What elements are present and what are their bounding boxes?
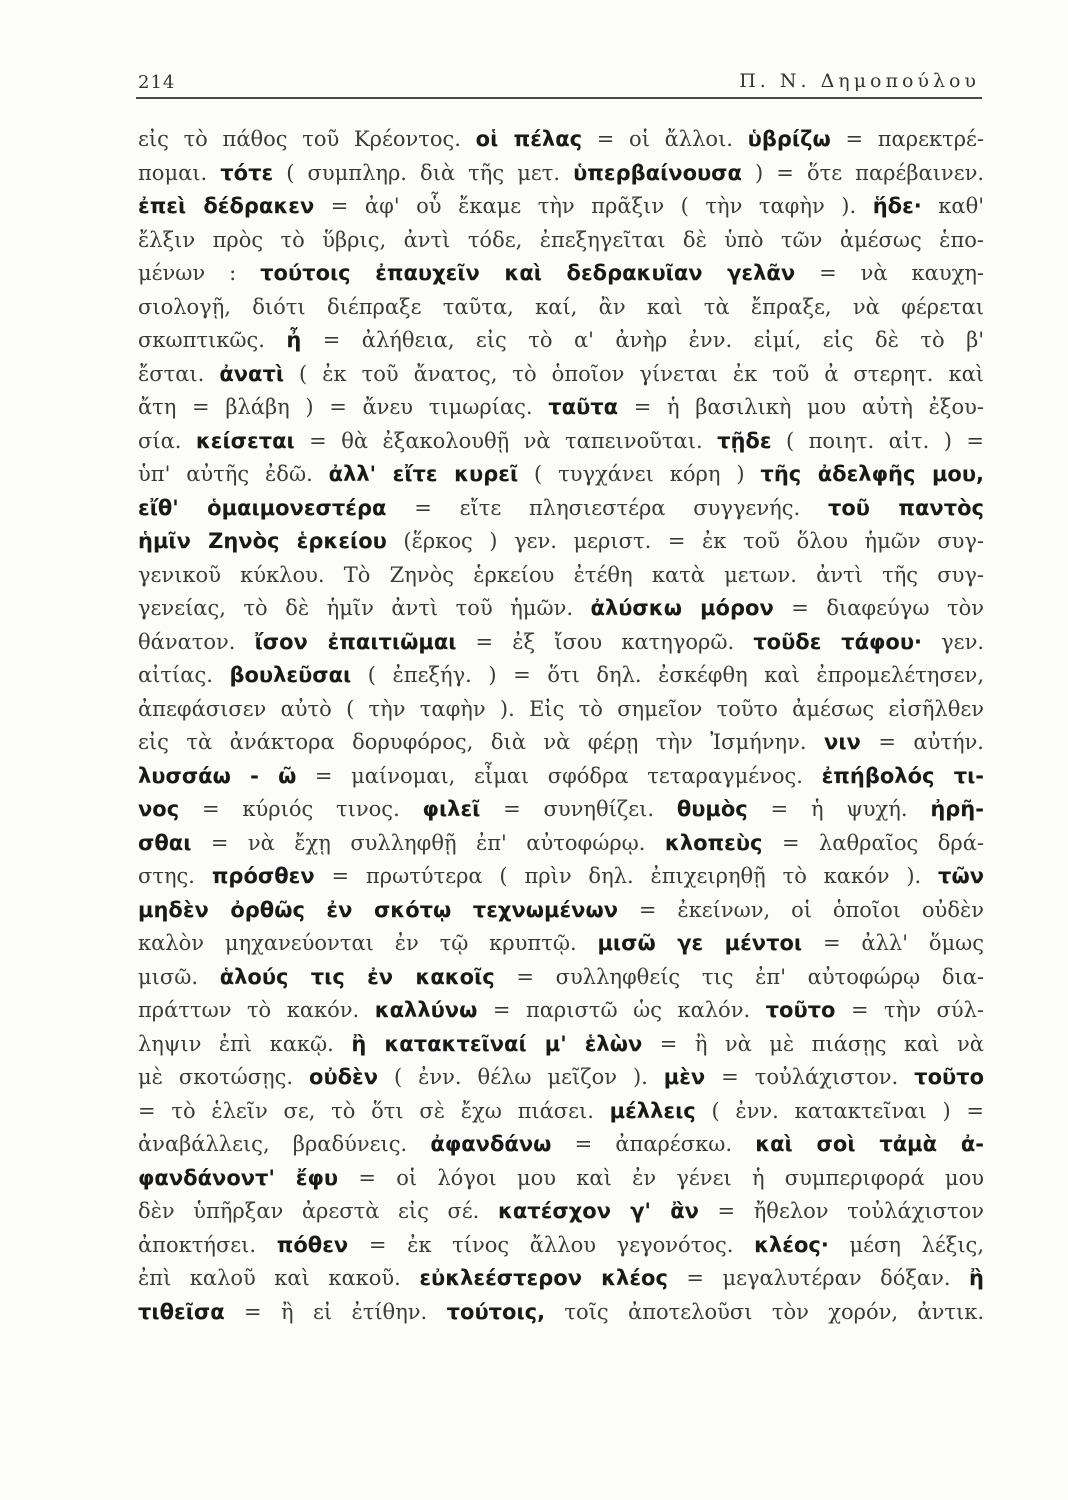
text-line: μὲ σκοτώσῃς. οὐδὲν ( ἐνν. θέλω μεῖζον ). μὲν = τοὐλάχιστον. τοῦτο [138,1065,984,1089]
lemma: θυμὸς [676,797,748,821]
lemma: κείσεται [195,428,295,453]
text-line: ἐπὶ καλοῦ καὶ κακοῦ. εὐκλεέστερον κλέος = μεγαλυτέραν δόξαν. ἢ [138,1266,984,1290]
text-line: ἀναβάλλεις, βραδύνεις. ἀφανδάνω = ἀπαρέσκω. καὶ σοὶ τἀμὰ ἀ- [138,1132,984,1156]
text-line: νος = κύριός τινος. φιλεῖ = συνηθίζει. θυμὸς = ἡ ψυχή. ἠρῆ- [138,797,984,821]
lemma: ἢ κατακτεῖναί μ' ἑλὼν [351,1031,643,1056]
text-line: ληψιν ἐπὶ κακῷ. ἢ κατακτεῖναί μ' ἑλὼν = ἢ νὰ μὲ πιάσῃς καὶ νὰ [138,1031,984,1056]
text-line: λυσσάω - ῶ = μαίνομαι, εἶμαι σφόδρα τεταραγμένος. ἐπήβολός τι- [138,763,984,788]
lemma: ἁλούς τις ἐν κακοῖς [219,964,495,989]
lemma: ἀλλ' εἴτε κυρεῖ [328,462,519,486]
running-head: Π. Ν. Δημοπούλου [739,70,980,92]
text-line: ἀπεφάσισεν αὐτὸ ( τὴν ταφὴν ). Εἰς τὸ σημεῖον τοῦτο ἀμέσως εἰσῆλθεν [138,696,984,721]
text-line: ἀποκτήσει. πόθεν = ἐκ τίνος ἄλλου γεγονότος. κλέος· μέση λέξις, [138,1232,984,1257]
text-line: ἄτη = βλάβη ) = ἄνευ τιμωρίας. ταῦτα = ἡ βασιλικὴ μου αὐτὴ ἐξου- [138,395,984,419]
lemma: μὲν [663,1065,706,1089]
page-number: 214 [138,72,176,93]
header-rule [136,97,982,99]
lemma: οὐδὲν [309,1065,379,1089]
lemma: ἠρῆ- [930,797,984,821]
text-line: σιολογῇ, διότι διέπραξε ταῦτα, καί, ἂν καὶ τὰ ἔπραξε, νὰ φέρεται [138,294,984,319]
lemma: μέλλεις [609,1098,696,1123]
text-line: ἡμῖν Ζηνὸς ἑρκείου (ἕρκος ) γεν. μεριστ. = ἐκ τοῦ ὅλου ἡμῶν συγ- [138,529,984,553]
text-line: ἔσται. ἀνατὶ ( ἐκ τοῦ ἄνατος, τὸ ὁποῖον γίνεται ἐκ τοῦ ἀ στερητ. καὶ [138,361,984,386]
text-line: πομαι. τότε ( συμπληρ. διὰ τῆς μετ. ὑπερβαίνουσα ) = ὅτε παρέβαινεν. [138,160,984,185]
text-line: εἰς τὰ ἀνάκτορα δορυφόρος, διὰ νὰ φέρῃ τὴν Ἰσμήνην. νιν = αὐτήν. [138,730,984,754]
lemma: καλλύνω [374,998,478,1022]
lemma: εὐκλεέστερον κλέος [419,1266,668,1290]
lemma: τοῦτο [765,998,836,1022]
lemma: τοῦδε τάφου· [753,629,923,654]
lemma: ταῦτα [548,395,619,419]
lemma: σθαι [138,830,192,855]
text-line: γενείας, τὸ δὲ ἡμῖν ἀντὶ τοῦ ἡμῶν. ἀλύσκω μόρον = διαφεύγω τὸν [138,596,984,620]
lemma: ἀλύσκω μόρον [590,596,774,620]
text-line: τιθεῖσα = ἢ εἰ ἐτίθην. τούτοις, τοῖς ἀποτελοῦσι τὸν χορόν, ἀντικ. [138,1299,984,1324]
lemma: ἥδε· [872,194,922,218]
lemma: ἐπήβολός τι- [821,763,984,788]
page-header [138,62,980,96]
lemma: τοῦ παντὸς [827,495,984,520]
text-line: καλὸν μηχανεύονται ἐν τῷ κρυπτῷ. μισῶ γε μέντοι = ἀλλ' ὅμως [138,931,984,955]
lemma: ἐπεὶ δέδρακεν [138,194,315,218]
lemma: ἀνατὶ [219,361,285,386]
text-line: γενικοῦ κύκλου. Τὸ Ζηνὸς ἑρκείου ἐτέθη κατὰ μετων. ἀντὶ τῆς συγ- [138,562,984,587]
text-line: ἔλξιν πρὸς τὸ ὕβρις, ἀντὶ τόδε, ἐπεξηγεῖται δὲ ὑπὸ τῶν ἀμέσως ἑπο- [138,227,984,252]
text-line: στης. πρόσθεν = πρωτύτερα ( πρὶν δηλ. ἐπιχειρηθῇ τὸ κακόν ). τῶν [138,864,984,888]
text-line: σθαι = νὰ ἔχῃ συλληφθῇ ἐπ' αὐτοφώρῳ. κλοπεὺς = λαθραῖος δρά- [138,830,984,855]
text-line: εἰς τὸ πάθος τοῦ Κρέοντος. οἱ πέλας = οἱ ἄλλοι. ὑβρίζω = παρεκτρέ- [138,127,984,151]
lemma: τιθεῖσα [138,1299,225,1324]
lemma: μηδὲν ὀρθῶς ἐν σκότῳ τεχνωμένων [138,897,619,922]
lemma: καὶ σοὶ τἀμὰ ἀ- [755,1132,984,1156]
lemma: τούτοις, [446,1299,546,1324]
lemma: ἀφανδάνω [430,1132,552,1156]
lemma: ἦ [286,328,302,352]
lemma: κλέος· [754,1232,829,1257]
lemma: λυσσάω - ῶ [138,763,297,788]
lemma: τῶν [938,864,984,888]
lemma: τούτοις ἐπαυχεῖν καὶ δεδρακυῖαν γελᾶν [260,261,796,285]
text-line: αἰτίας. βουλεῦσαι ( ἐπεξήγ. ) = ὅτι δηλ. ἐσκέφθη καὶ ἐπρομελέτησεν, [138,663,984,687]
text-line: σκωπτικῶς. ἦ = ἀλήθεια, εἰς τὸ α' ἀνὴρ ἐνν. εἰμί, εἰς δὲ τὸ β' [138,328,984,352]
lemma: τῇδε [717,428,772,453]
lemma: νος [138,797,180,821]
lemma: μισῶ γε μέντοι [597,931,803,955]
lemma: φιλεῖ [422,797,481,821]
lemma: νιν [824,730,861,754]
lemma: ἡμῖν Ζηνὸς ἑρκείου [138,529,387,553]
lemma: εἴθ' ὁμαιμονεστέρα [138,495,387,520]
body-text [138,123,984,1329]
lemma: τῆς ἀδελφῆς μου, [760,462,984,486]
lemma: ἢ [969,1266,984,1290]
text-line: φανδάνοντ' ἔφυ = οἱ λόγοι μου καὶ ἐν γένει ἡ συμπεριφορά μου [138,1165,984,1190]
lemma: τοῦτο [914,1065,984,1089]
text-line: σία. κείσεται = θὰ ἐξακολουθῇ νὰ ταπεινοῦται. τῇδε ( ποιητ. αἰτ. ) = [138,428,984,453]
text-line: = τὸ ἑλεῖν σε, τὸ ὅτι σὲ ἔχω πιάσει. μέλλεις ( ἐνν. κατακτεῖναι ) = [138,1098,984,1123]
text-line: μένων : τούτοις ἐπαυχεῖν καὶ δεδρακυῖαν γελᾶν = νὰ καυχη- [138,261,984,285]
text-line: μισῶ. ἁλούς τις ἐν κακοῖς = συλληφθείς τις ἐπ' αὐτοφώρῳ δια- [138,964,984,989]
lemma: πόθεν [276,1232,349,1257]
text-line: δὲν ὑπῆρξαν ἀρεστὰ εἰς σέ. κατέσχον γ' ἂν = ἤθελον τοὐλάχιστον [138,1199,984,1223]
lemma: πρόσθεν [211,864,315,888]
text-line: μηδὲν ὀρθῶς ἐν σκότῳ τεχνωμένων = ἐκείνων, οἱ ὁποῖοι οὐδὲν [138,897,984,922]
lemma: βουλεῦσαι [229,663,352,687]
lemma: κατέσχον γ' ἂν [497,1199,699,1223]
text-line: ἐπεὶ δέδρακεν = ἀφ' οὗ ἔκαμε τὴν πρᾶξιν ( τὴν ταφὴν ). ἥδε· καθ' [138,194,984,218]
lemma: τότε [220,160,274,185]
text-line: πράττων τὸ κακόν. καλλύνω = παριστῶ ὡς καλόν. τοῦτο = τὴν σύλ- [138,998,984,1022]
text-line: ὑπ' αὐτῆς ἐδῶ. ἀλλ' εἴτε κυρεῖ ( τυγχάνει κόρη ) τῆς ἀδελφῆς μου, [138,462,984,486]
lemma: κλοπεὺς [664,830,763,855]
lemma: ὑπερβαίνουσα [573,160,742,185]
lemma: οἱ πέλας [475,127,583,151]
lemma: φανδάνοντ' ἔφυ [138,1165,339,1190]
text-line: εἴθ' ὁμαιμονεστέρα = εἴτε πλησιεστέρα συγγενής. τοῦ παντὸς [138,495,984,520]
lemma: ἴσον ἐπαιτιῶμαι [254,629,457,654]
text-line: θάνατον. ἴσον ἐπαιτιῶμαι = ἐξ ἴσου κατηγορῶ. τοῦδε τάφου· γεν. [138,629,984,654]
lemma: ὑβρίζω [747,127,831,151]
